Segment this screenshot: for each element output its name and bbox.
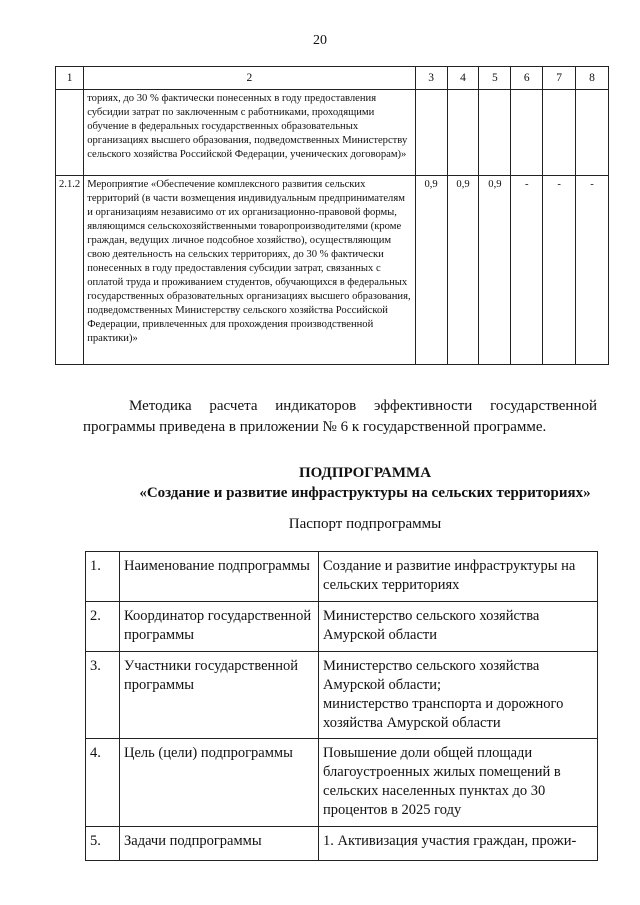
row-number: 5. xyxy=(86,827,120,861)
header-cell: 7 xyxy=(543,67,576,90)
passport-label: Паспорт подпрограммы xyxy=(288,516,442,532)
table-row xyxy=(86,552,598,602)
row-value: 0,9 xyxy=(415,176,447,365)
table-row xyxy=(56,90,609,176)
row-value xyxy=(479,90,511,176)
row-value xyxy=(543,90,576,176)
header-cell: 3 xyxy=(415,67,447,90)
header-cell: 2 xyxy=(84,67,415,90)
row-number xyxy=(56,90,84,176)
row-number: 2. xyxy=(86,602,120,652)
row-value xyxy=(576,90,609,176)
row-number: 4. xyxy=(86,739,120,827)
row-key: Цель (цели) подпрограммы xyxy=(120,739,319,827)
row-value: 0,9 xyxy=(447,176,479,365)
row-value: Министерство сельского хозяйства Амурской области xyxy=(319,602,598,652)
row-value: - xyxy=(511,176,543,365)
indicator-table xyxy=(55,66,609,365)
row-number: 2.1.2 xyxy=(56,176,84,365)
header-cell: 4 xyxy=(447,67,479,90)
row-value xyxy=(447,90,479,176)
row-value: - xyxy=(576,176,609,365)
table-row xyxy=(56,176,609,365)
table-row xyxy=(86,602,598,652)
row-value: 1. Активизация участия граждан, прожи- xyxy=(319,827,598,861)
row-key: Координатор государственной программы xyxy=(120,602,319,652)
row-value: Министерство сельского хозяйства Амурской области; министерство транспорта и дорожного хозяйства Амурской области xyxy=(319,652,598,739)
table-row xyxy=(86,652,598,739)
subprogram-heading: ПОДПРОГРАММА xyxy=(298,465,432,481)
row-key: Наименование подпрограммы xyxy=(120,552,319,602)
methodology-paragraph: Методика расчета индикаторов эффективности государственной программы приведена в приложении № 6 к государственной программе. xyxy=(83,398,597,435)
row-value: 0,9 xyxy=(479,176,511,365)
row-text: Мероприятие «Обеспечение комплексного развития сельских территорий (в части возмещения индивидуальным предпринимателям и организациям независимо от их организационно-правовой формы, являющимся сельскохозяйственными товаропроизводителями (кроме граждан, ведущих личное подсобное хозяйство), осуществляющим свою деятельность на сельских территориях, до 30 % фактически понесенных в году предоставления субсидии затрат, связанных с оплатой труда и проживанием студентов, обучающихся в федеральных государственных образовательных организациях высшего образования, подведомственных Министерству сельского хозяйства Российской Федерации, привлеченных для прохождения производственной практики)» xyxy=(84,176,415,365)
row-value xyxy=(511,90,543,176)
passport-table xyxy=(85,551,598,861)
table-header-row xyxy=(56,67,609,90)
header-cell: 1 xyxy=(56,67,84,90)
page-number: 20 xyxy=(313,33,327,48)
row-number: 3. xyxy=(86,652,120,739)
header-cell: 6 xyxy=(511,67,543,90)
row-key: Участники государственной программы xyxy=(120,652,319,739)
header-cell: 5 xyxy=(479,67,511,90)
table-row xyxy=(86,739,598,827)
row-value xyxy=(415,90,447,176)
row-key: Задачи подпрограммы xyxy=(120,827,319,861)
row-value: Повышение доли общей площади благоустроенных жилых помещений в сельских населенных пунктах до 30 процентов в 2025 году xyxy=(319,739,598,827)
row-value: - xyxy=(543,176,576,365)
row-text: ториях, до 30 % фактически понесенных в году предоставления субсидии затрат по заключенным с работниками, проходящими обучение в федеральных государственных образовательных организациях высшего образования, подведомственных Министерству сельского хозяйства Российской Федерации, ученических договорам)» xyxy=(84,90,415,176)
row-number: 1. xyxy=(86,552,120,602)
row-value: Создание и развитие инфраструктуры на сельских территориях xyxy=(319,552,598,602)
header-cell: 8 xyxy=(576,67,609,90)
subprogram-title: «Создание и развитие инфраструктуры на сельских территориях» xyxy=(139,485,591,501)
table-row xyxy=(86,827,598,861)
